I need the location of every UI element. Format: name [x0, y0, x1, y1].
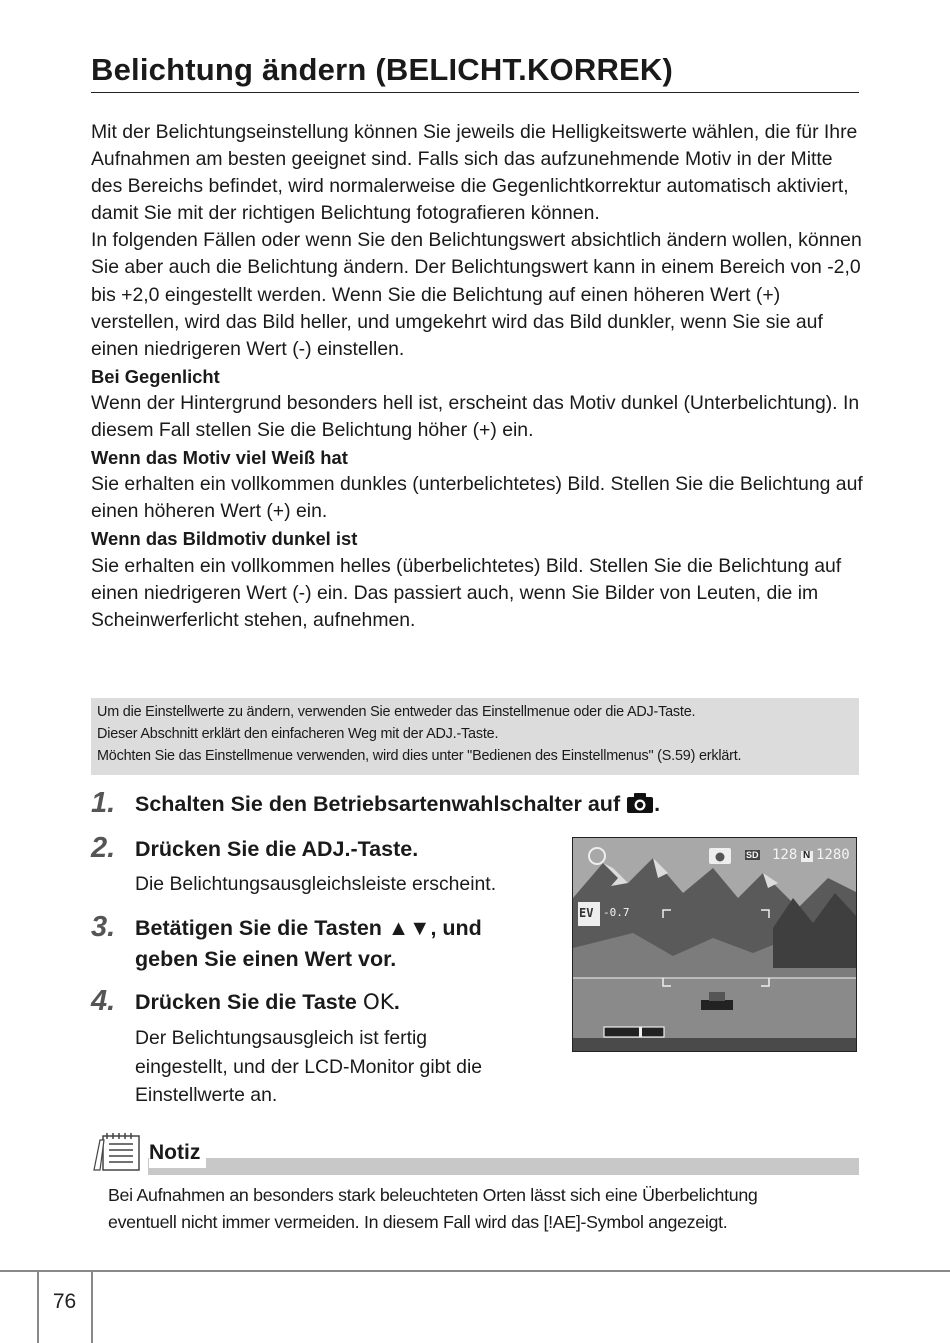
intro-paragraph-1: Mit der Belichtungseinstellung können Sie jeweils die Helligkeitswerte wählen, die für Ihre Aufnahmen am besten geeignet sind. Falls sich das aufzunehmende Motiv in der Mitte des Bereichs befindet, wird normalerweise die Gegenlichtkorrektur automatisch aktiviert, damit Sie mit der richtigen Belichtung fotografieren können. [91, 121, 858, 225]
note-label: Notiz [149, 1138, 206, 1168]
body-text [91, 119, 866, 634]
lcd-ev-label: EV [579, 906, 594, 920]
step-title-1 [135, 789, 660, 822]
note-line: Bei Aufnahmen an besonders stark beleuchteten Orten lässt sich eine Überbelichtung [108, 1185, 758, 1205]
info-box [91, 698, 859, 775]
note-header-bar [148, 1158, 859, 1175]
step-number-3: 3. [91, 911, 116, 943]
info-line: Dieser Abschnitt erklärt den einfacheren Weg mit der ADJ.-Taste. [97, 726, 499, 742]
ok-button-glyph: OK [362, 990, 394, 1015]
case-text-backlight: Wenn der Hintergrund besonders hell ist, erscheint das Motiv dunkel (Unterbelichtung). In diesem Fall stellen Sie die Belichtung höher (+) ein. [91, 391, 860, 442]
case-heading-backlight: Bei Gegenlicht [91, 365, 220, 387]
step-title-1-end: . [654, 792, 661, 816]
step-title-2: Drücken Sie die ADJ.-Taste. [135, 837, 419, 861]
case-heading-dark: Wenn das Bildmotiv dunkel ist [91, 528, 358, 550]
step-number-2: 2. [91, 832, 116, 864]
lcd-card-label: SD [746, 850, 759, 860]
case-heading-white: Wenn das Motiv viel Weiß hat [91, 447, 348, 469]
page-number: 76 [52, 1290, 77, 1313]
camera-mode-icon [626, 792, 654, 822]
step-number-4: 4. [91, 985, 116, 1017]
step-desc-4-line: Der Belichtungsausgleich ist fertig [135, 1027, 428, 1049]
note-pad-icon [91, 1132, 143, 1179]
lcd-monitor-image [572, 837, 857, 1052]
step-title-3-line-1: Betätigen Sie die Tasten ▲▼, und [135, 916, 482, 940]
case-text-white: Sie erhalten ein vollkommen dunkles (unterbelichtetes) Bild. Stellen Sie die Belichtung auf einen höheren Wert (+) ein. [91, 473, 863, 523]
intro-paragraph-2: In folgenden Fällen oder wenn Sie den Belichtungswert absichtlich ändern wollen, können Sie aber auch die Belichtung ändern. Der Belichtungswert kann in einem Bereich von -2,0 bis +2,0 eingestellt werden. Wenn Sie die Belichtung auf einen höheren Wert (+) verstellen, wird das Bild heller, und umgekehrt wird das Bild dunkler, wenn Sie sie auf einen niedrigeren Wert (-) einstellen. [91, 229, 862, 360]
step-desc-4-line: eingestellt, und der LCD-Monitor gibt die [135, 1055, 483, 1078]
lcd-resolution: 1280 [816, 847, 850, 863]
step-title-4-end: . [393, 990, 400, 1014]
footer-divider [0, 1270, 950, 1272]
step-desc-4 [135, 1024, 482, 1110]
lcd-quality-label: N [803, 850, 811, 861]
lcd-exposure-value: -0.7 [603, 906, 630, 919]
step-title-4 [135, 987, 400, 1018]
footer-vertical-rule [91, 1271, 93, 1343]
step-desc-2: Die Belichtungsausgleichsleiste erscheint. [135, 873, 497, 895]
note-text [108, 1182, 848, 1236]
step-desc-4-line: Einstellwerte an. [135, 1084, 278, 1106]
info-line: Um die Einstellwerte zu ändern, verwenden Sie entweder das Einstellmenue oder die ADJ-Taste. [97, 704, 696, 720]
note-line: eventuell nicht immer vermeiden. In diesem Fall wird das [!AE]-Symbol angezeigt. [108, 1212, 728, 1232]
lcd-shots-remaining: 128 [772, 847, 798, 863]
info-line: Möchten Sie das Einstellmenue verwenden, wird dies unter "Bedienen des Einstellmenus" (S.59) erklärt. [97, 748, 742, 764]
step-title-4-text: Drücken Sie die Taste [135, 990, 357, 1014]
step-number-1: 1. [91, 787, 116, 819]
case-text-dark: Sie erhalten ein vollkommen helles (überbelichtetes) Bild. Stellen Sie die Belichtung auf einen niedrigeren Wert (-) ein. Das passiert auch, wenn Sie Bilder von Leuten, die im Scheinwerferlicht stehen, aufnehmen. [91, 554, 842, 631]
step-title-3-line-2: geben Sie einen Wert vor. [135, 947, 397, 971]
page-title: Belichtung ändern (BELICHT.KORREK) [91, 52, 859, 93]
step-title-1-text: Schalten Sie den Betriebsartenwahlschalter auf [135, 792, 621, 816]
